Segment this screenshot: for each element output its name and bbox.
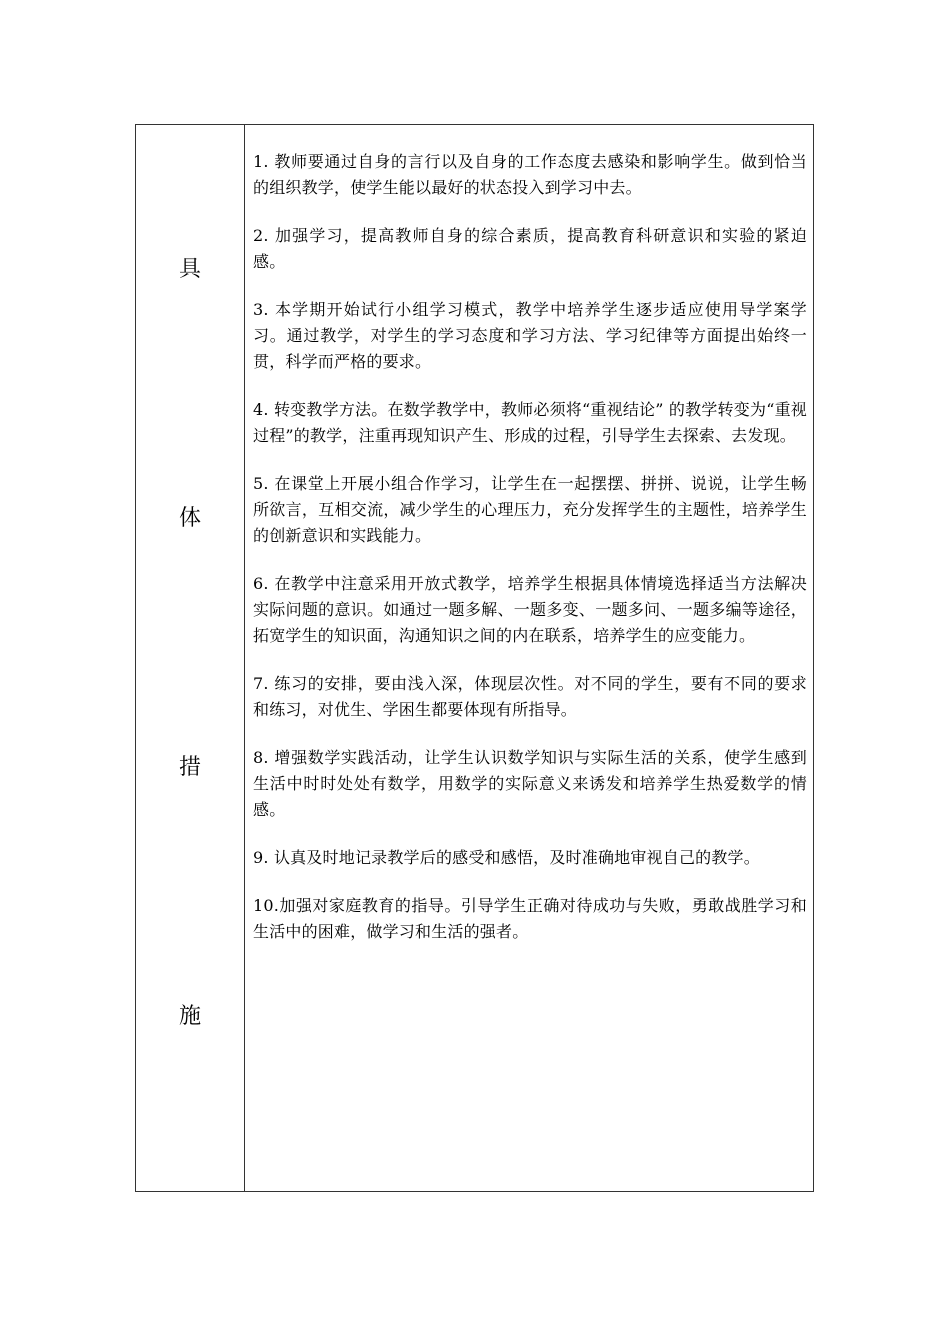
label-char-shi: 施 bbox=[178, 1004, 201, 1029]
measure-item-8: 8. 增强数学实践活动，让学生认识数学知识与实际生活的关系，使学生感到生活中时时处处有数学，用数学的实际意义来诱发和培养学生热爱数学的情感。 bbox=[253, 748, 807, 819]
measure-item-10: 10.加强对家庭教育的指导。引导学生正确对待成功与失败，勇敢战胜学习和生活中的困难，做学习和生活的强者。 bbox=[253, 896, 807, 941]
measure-item-1: 1. 教师要通过自身的言行以及自身的工作态度去感染和影响学生。做到恰当的组织教学，使学生能以最好的状态投入到学习中去。 bbox=[253, 152, 807, 197]
measure-item-4: 4. 转变教学方法。在数学教学中，教师必须将“重视结论” 的教学转变为“重视过程”的教学，注重再现知识产生、形成的过程，引导学生去探索、去发现。 bbox=[253, 400, 807, 445]
measure-item-7: 7. 练习的安排，要由浅入深，体现层次性。对不同的学生，要有不同的要求和练习，对优生、学困生都要体现有所指导。 bbox=[253, 674, 807, 719]
label-char-ti: 体 bbox=[178, 506, 201, 531]
label-char-ju: 具 bbox=[178, 257, 201, 282]
measure-item-5: 5. 在课堂上开展小组合作学习，让学生在一起摆摆、拼拼、说说，让学生畅所欲言，互相交流，减少学生的心理压力，充分发挥学生的主题性，培养学生的创新意识和实践能力。 bbox=[253, 474, 807, 545]
measure-item-9: 9. 认真及时地记录教学后的感受和感悟，及时准确地审视自己的教学。 bbox=[253, 848, 760, 867]
content-column bbox=[245, 125, 813, 1191]
label-char-cuo: 措 bbox=[178, 755, 201, 780]
measures-table bbox=[135, 124, 814, 1192]
measure-item-2: 2. 加强学习，提高教师自身的综合素质，提高教育科研意识和实验的紧迫感。 bbox=[253, 226, 807, 271]
measure-item-6: 6. 在教学中注意采用开放式教学，培养学生根据具体情境选择适当方法解决实际问题的意识。如通过一题多解、一题多变、一题多问、一题多编等途径，拓宽学生的知识面，沟通知识之间的内在联系，培养学生的应变能力。 bbox=[253, 574, 807, 645]
label-column bbox=[136, 125, 245, 1191]
measure-item-3: 3. 本学期开始试行小组学习模式，教学中培养学生逐步适应使用导学案学习。通过教学，对学生的学习态度和学习方法、学习纪律等方面提出始终一贯，科学而严格的要求。 bbox=[253, 300, 807, 371]
